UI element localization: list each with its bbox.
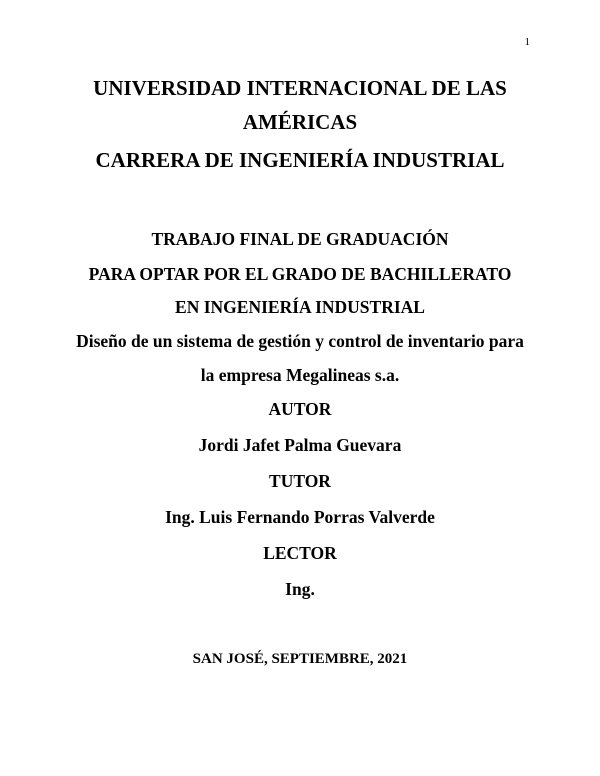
topic-line-1: Diseño de un sistema de gestión y control de inventario para — [76, 331, 524, 351]
thesis-title: TRABAJO FINAL DE GRADUACIÓN — [151, 229, 449, 249]
tutor-label: TUTOR — [269, 471, 331, 491]
degree-line-1: PARA OPTAR POR EL GRADO DE BACHILLERATO — [88, 264, 512, 284]
reader-label: LECTOR — [263, 543, 337, 563]
place-date: SAN JOSÉ, SEPTIEMBRE, 2021 — [192, 651, 408, 667]
topic-line-2: la empresa Megalineas s.a. — [200, 365, 400, 385]
page-number: 1 — [524, 36, 530, 48]
university-name-line1: UNIVERSIDAD INTERNACIONAL DE LAS — [93, 76, 507, 100]
degree-line-2: EN INGENIERÍA INDUSTRIAL — [175, 297, 425, 317]
career-name: CARRERA DE INGENIERÍA INDUSTRIAL — [95, 148, 505, 172]
tutor-name: Ing. Luis Fernando Porras Valverde — [165, 507, 435, 527]
author-label: AUTOR — [268, 399, 332, 419]
university-name-line2: AMÉRICAS — [242, 110, 358, 134]
author-name: Jordi Jafet Palma Guevara — [198, 435, 402, 455]
reader-name: Ing. — [285, 579, 315, 599]
